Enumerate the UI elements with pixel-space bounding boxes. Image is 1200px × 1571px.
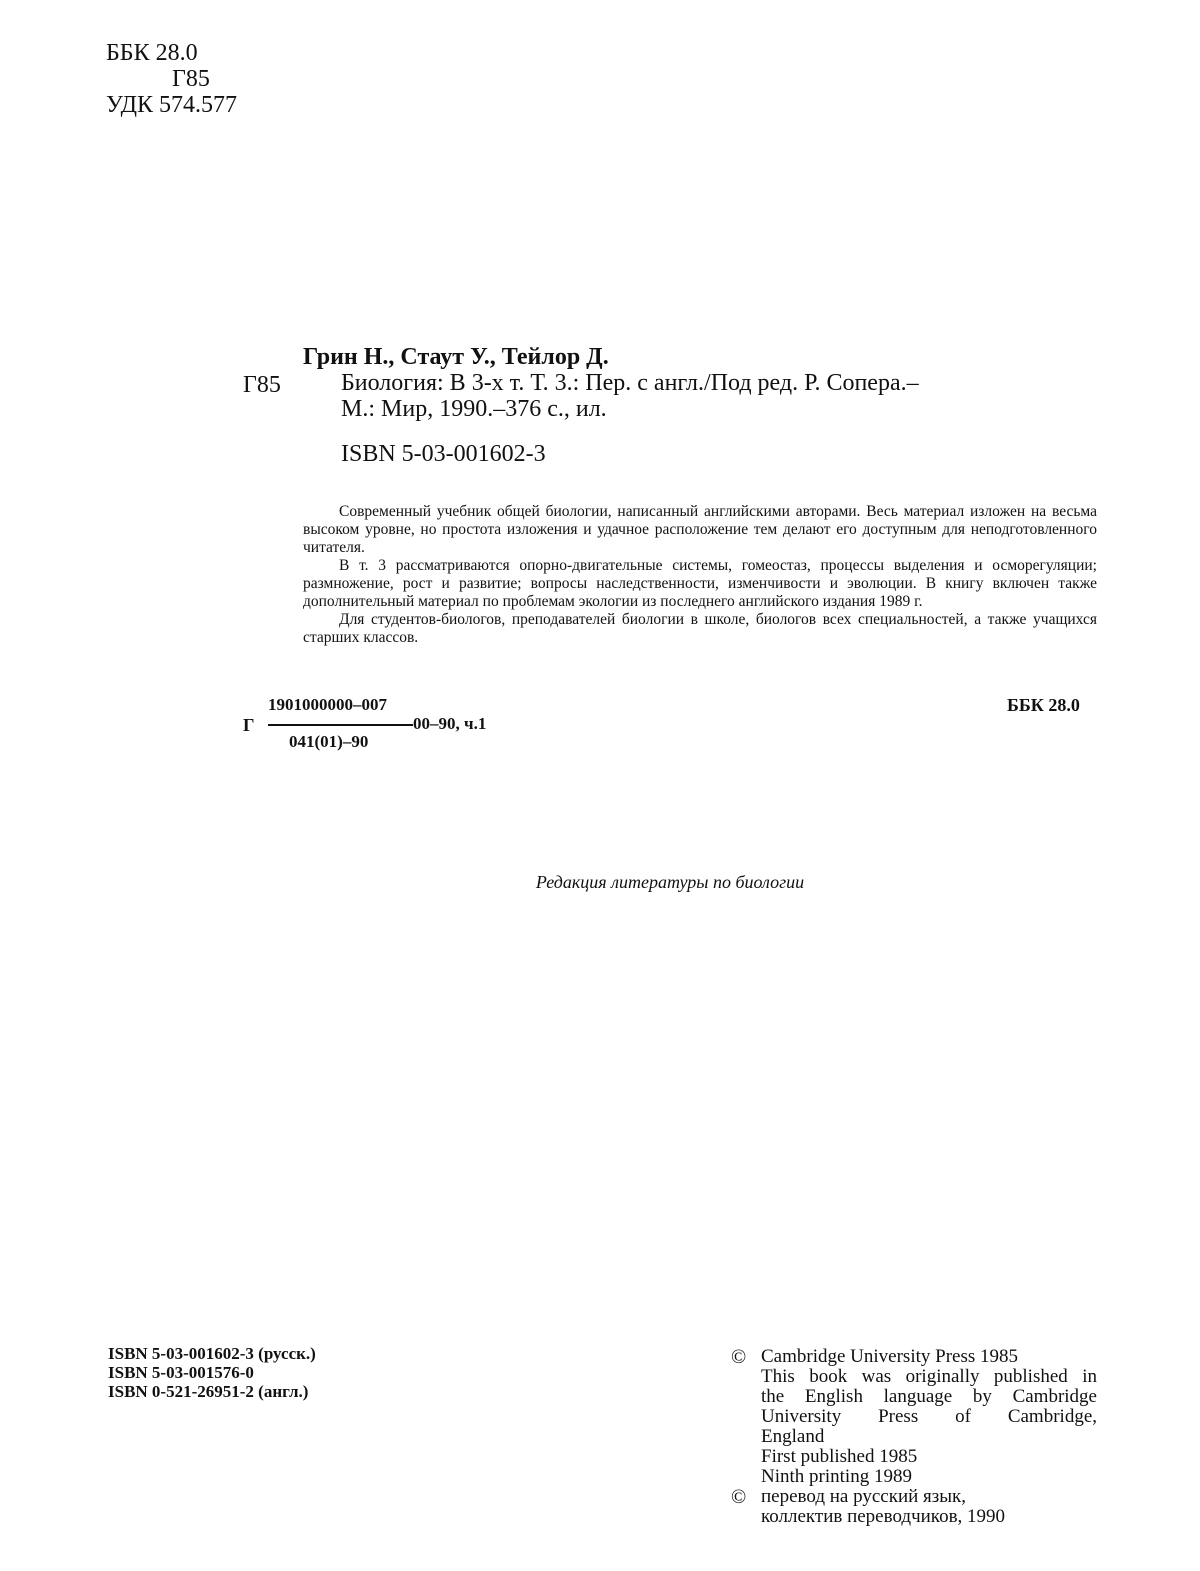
annotation [303,503,1097,647]
code-numerator: 1901000000–007 [268,695,387,714]
copyright-block [731,1347,1097,1527]
isbn-item: ISBN 0-521-26951-2 (англ.) [108,1382,309,1401]
code-denominator: 041(01)–90 [289,732,369,751]
code-suffix: 00–90, ч.1 [413,714,487,733]
annotation-paragraph: Современный учебник общей биологии, написанный английскими авторами. Весь материал изложен на весьма высоком уровне, но простота изложения и удачное расположение тем делают его доступным для неподготовленного читателя. [303,503,1097,556]
udk-code: УДК 574.577 [106,92,237,118]
isbn-item: ISBN 5-03-001602-3 (русск.) [108,1344,316,1363]
cutter-code: Г85 [172,66,210,92]
code-letter: Г [243,715,255,735]
annotation-paragraph: Для студентов-биологов, преподавателей биологии в школе, биологов всех специальностей, а также учащихся старших классов. [303,611,1097,646]
copyright-icon: © [731,1346,747,1368]
copyright-line: Ninth printing 1989 [761,1466,912,1487]
bib-line-1: Биология: В 3-х т. Т. 3.: Пер. с англ./Под ред. Р. Сопера.– [341,370,919,396]
bbk-right: ББК 28.0 [1007,695,1080,715]
bib-line-2: М.: Мир, 1990.–376 с., ил. [341,396,607,422]
authors: Грин Н., Стаут У., Тейлор Д. [303,344,609,370]
classification-block [106,40,237,118]
editorial-office: Редакция литературы по биологии [535,872,805,892]
bibliographic-description [341,370,1061,422]
isbn-list [108,1344,316,1401]
isbn-main: ISBN 5-03-001602-3 [341,441,546,467]
copyright-line: University Press of Cambridge, [761,1406,1097,1427]
bbk-code: ББК 28.0 [106,40,198,66]
copyright-line: коллектив переводчиков, 1990 [761,1506,1006,1527]
copyright-icon: © [731,1486,747,1508]
cutter-mark: Г85 [243,372,281,398]
copyright-line: перевод на русский язык, [761,1486,967,1507]
annotation-paragraph: В т. 3 рассматриваются опорно-двигательные системы, гомеостаз, процессы выделения и осморегуляции; размножение, рост и развитие; вопросы наследственности, изменчивости и эволюции. В книгу включен также дополнительный материал по проблемам экологии из последнего английского издания 1989 г. [303,557,1097,610]
isbn-item: ISBN 5-03-001576-0 [108,1363,254,1382]
copyright-line: Cambridge University Press 1985 [761,1346,1019,1367]
copyright-line: This book was originally published in [761,1366,1097,1387]
copyright-line: England [761,1426,825,1447]
copyright-line: First published 1985 [761,1446,918,1467]
fraction-line [268,724,413,726]
copyright-line: the English language by Cambridge [761,1386,1097,1407]
